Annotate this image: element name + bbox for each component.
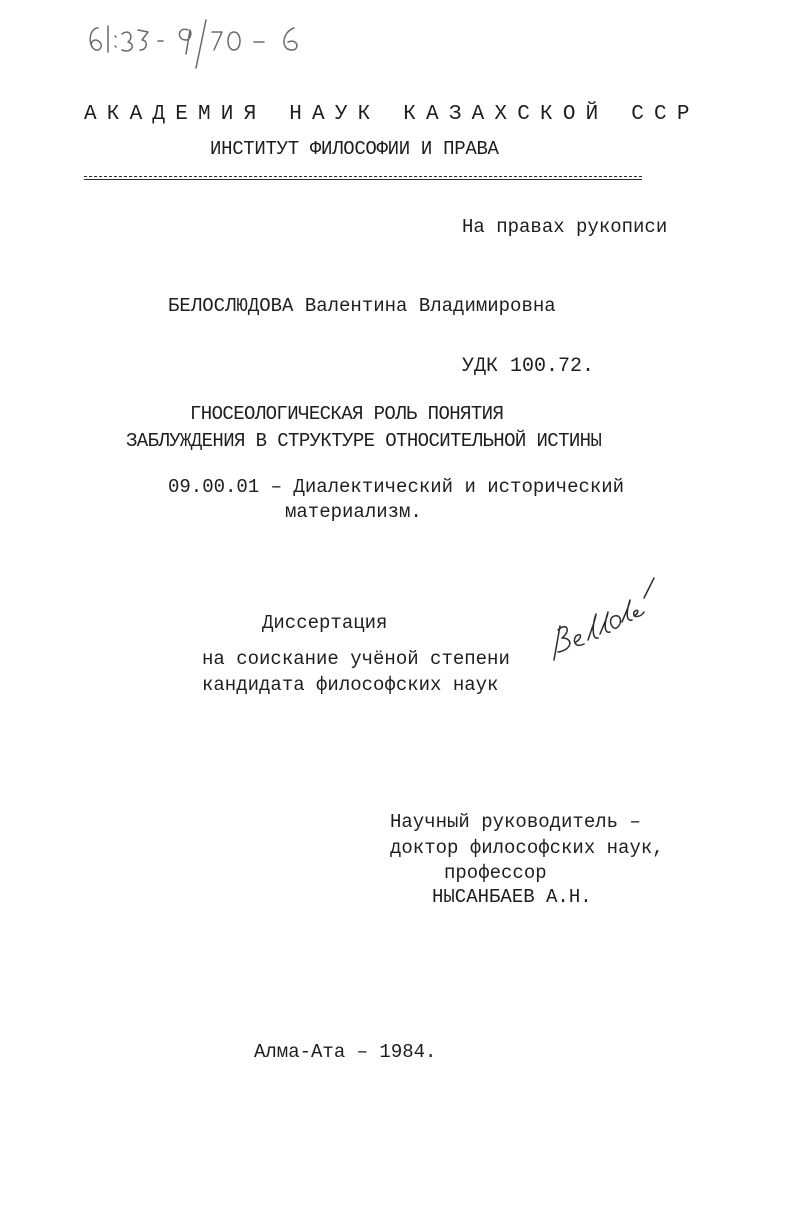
udc-code: УДК 100.72. <box>462 355 595 378</box>
header-divider-underline <box>84 179 642 180</box>
author-name: БЕЛОСЛЮДОВА Валентина Владимировна <box>168 295 556 317</box>
specialty-code-line-2: материализм. <box>285 501 422 523</box>
degree-purpose-line-2: кандидата философских наук <box>202 674 499 696</box>
dissertation-title-line-1: ГНОСЕОЛОГИЧЕСКАЯ РОЛЬ ПОНЯТИЯ <box>190 403 504 425</box>
handwritten-catalog-number <box>84 14 324 74</box>
header-divider <box>84 176 642 177</box>
supervisor-title: профессор <box>444 862 547 884</box>
academy-name: АКАДЕМИЯ НАУК КАЗАХСКОЙ ССР <box>84 103 700 126</box>
dissertation-title-line-2: ЗАБЛУЖДЕНИЯ В СТРУКТУРЕ ОТНОСИТЕЛЬНОЙ ИСТИНЫ <box>126 430 602 452</box>
manuscript-rights-note: На правах рукописи <box>462 216 668 238</box>
place-and-year: Алма-Ата – 1984. <box>254 1041 437 1063</box>
supervisor-name: НЫСАНБАЕВ А.Н. <box>432 886 592 908</box>
degree-purpose-line-1: на соискание учёной степени <box>202 648 510 670</box>
specialty-code-line-1: 09.00.01 – Диалектический и исторический <box>168 476 625 498</box>
handwritten-signature <box>546 574 658 666</box>
supervisor-label: Научный руководитель – <box>390 811 641 833</box>
supervisor-degree: доктор философских наук, <box>390 837 664 859</box>
institute-name: ИНСТИТУТ ФИЛОСОФИИ И ПРАВА <box>210 138 499 160</box>
dissertation-label: Диссертация <box>262 612 388 634</box>
